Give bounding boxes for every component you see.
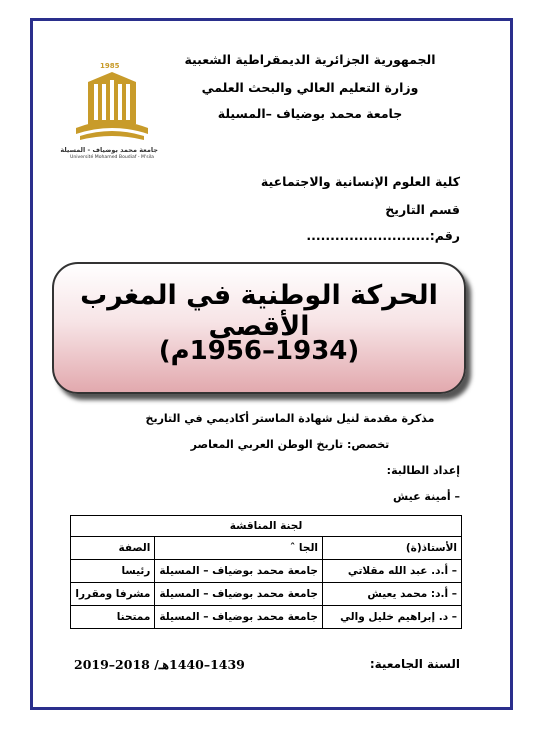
- professor-university: جامعة محمد بوضياف – المسيلة: [155, 583, 323, 606]
- republic-heading: الجمهورية الجزائرية الديمقراطية الشعبية: [184, 52, 436, 67]
- professor-role: رئيسا: [71, 560, 155, 583]
- academic-year-label: السنة الجامعية:: [369, 657, 460, 671]
- committee-table: [70, 515, 462, 629]
- professor-role: ممتحنا: [71, 606, 155, 629]
- thesis-title: الحركة الوطنية في المغرب الأقصى: [80, 280, 438, 342]
- table-row: [71, 560, 462, 583]
- logo-name-ar: جامعة محمد بوضياف - المسيلة: [60, 146, 158, 154]
- thesis-title-box: [52, 262, 466, 394]
- specialty: تخصص: تاريخ الوطن العربي المعاصر: [190, 438, 390, 451]
- logo-emblem-icon: [66, 68, 158, 148]
- professor-university: جامعة محمد بوضياف – المسيلة: [155, 606, 323, 629]
- professor-university: جامعة محمد بوضياف – المسيلة: [155, 560, 323, 583]
- thesis-dates: (1934–1956م): [158, 336, 360, 366]
- reference-number: رقم:..........................: [306, 228, 460, 243]
- student-name: – أمينة عيش: [393, 490, 460, 503]
- logo-name-fr: Université Mohamed Boudiaf - M'sila: [70, 155, 154, 160]
- professor-role: مشرفا ومقررا: [71, 583, 155, 606]
- table-row: [71, 606, 462, 629]
- header-professor: الأستاذ(ة): [323, 537, 462, 560]
- professor-name: – أ.د: محمد يعيش: [323, 583, 462, 606]
- professor-name: – أ.د. عبد الله مقلاتي: [323, 560, 462, 583]
- committee-header-row: [71, 537, 462, 560]
- table-row: [71, 583, 462, 606]
- committee-caption: لجنة المناقشة: [71, 516, 462, 537]
- committee-caption-row: [71, 516, 462, 537]
- header-university: الجا ˆ: [155, 537, 323, 560]
- university-heading: جامعة محمد بوضياف –المسيلة: [217, 106, 403, 121]
- thesis-note: مذكرة مقدمة لنيل شهادة الماستر أكاديمي في التاريخ: [145, 412, 435, 425]
- faculty-name: كلية العلوم الإنسانية والاجتماعية: [260, 174, 460, 189]
- prepared-by-label: إعداد الطالبة:: [386, 464, 460, 477]
- university-logo: [60, 62, 158, 162]
- header-role: الصفة: [71, 537, 155, 560]
- department-name: قسم التاريخ: [385, 202, 460, 217]
- ministry-heading: وزارة التعليم العالي والبحث العلمي: [201, 80, 419, 95]
- logo-year: 1985: [100, 62, 120, 70]
- academic-year-value: 1439–1440هـ/ 2018–2019: [74, 657, 245, 672]
- professor-name: – د. إبراهيم خليل والي: [323, 606, 462, 629]
